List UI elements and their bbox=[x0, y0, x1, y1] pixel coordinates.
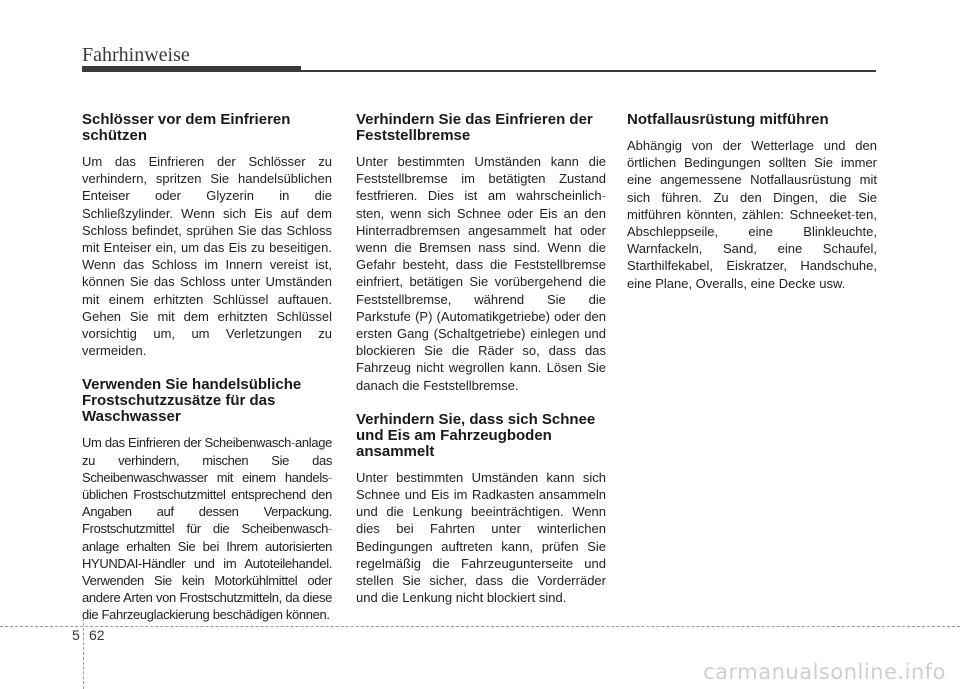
soft-hyphen-mark: - bbox=[601, 188, 606, 204]
page-header-title: Fahrhinweise bbox=[82, 44, 190, 66]
header-rule-thick bbox=[82, 66, 301, 72]
section-body-emergency-kit: Abhängig von der Wetterlage und den örtlichen Bedingungen sollten Sie immer eine angemessene Notfallausrüstung mit sich führen. Zu den Dingen, die Sie mitführen könnten, zählen: Schneeket-ten, Abschleppseile, eine Blinkleuchte, Warnfackeln, Sand, eine Schaufel, Starthilfekabel, Eiskratzer, Handschuhe, eine Plane, Overalls, eine Decke usw. bbox=[627, 138, 877, 291]
section-heading-washer-fluid: Verwenden Sie handelsübliche Frostschutzzusätze für das Waschwasser bbox=[82, 376, 302, 426]
section-heading-emergency-kit: Notfallausrüstung mitführen bbox=[627, 111, 829, 128]
soft-hyphen-mark: - bbox=[850, 206, 856, 222]
section-body-parking-brake: Unter bestimmten Umständen kann die Feststellbremse im betätigten Zustand festfrieren. Dies ist am wahrscheinlich-sten, wenn sich Schnee oder Eis an den Hinterradbremsen angesammelt hat oder wenn die Bremsen nass sind. Wenn die Gefahr besteht, dass die Feststellbremse einfriert, betätigen Sie vorübergehend die Feststellbremse, während Sie die Parkstufe (P) (Automatikgetriebe) oder den ersten Gang (Schaltgetriebe) einlegen und blockieren Sie die Räder so, dass das Fahrzeug nicht wegrollen kann. Lösen Sie danach die Feststellbremse. bbox=[356, 154, 606, 393]
page-chapter-number: 5 bbox=[72, 627, 80, 643]
section-heading-locks: Schlösser vor dem Einfrieren schützen bbox=[82, 111, 291, 144]
watermark-text: carmanualsonline.info bbox=[703, 660, 946, 684]
column-middle bbox=[356, 112, 606, 624]
column-left bbox=[82, 112, 332, 642]
section-body-snow-ice: Unter bestimmten Umständen kann sich Schnee und Eis im Radkasten ansammeln und die Lenkung beeinträchtigen. Wenn dies bei Fahrten unter winterlichen Bedingungen auftreten kann, prüfen Sie regelmäßig die Fahrzeugunterseite und stellen Sie sicher, dass die Vorderräder und die Lenkung nicht blockiert sind. bbox=[356, 469, 606, 606]
section-heading-parking-brake: Verhindern Sie das Einfrieren der Feststellbremse bbox=[356, 111, 593, 144]
footer-dashed-rule bbox=[0, 626, 960, 627]
section-heading-snow-ice: Verhindern Sie, dass sich Schnee und Eis am Fahrzeugboden ansammelt bbox=[356, 410, 596, 460]
soft-hyphen-mark: - bbox=[328, 469, 332, 485]
column-right bbox=[627, 112, 877, 310]
header-rule-thin bbox=[301, 70, 876, 72]
section-body-locks: Um das Einfrieren der Schlösser zu verhindern, spritzen Sie handelsüblichen Enteiser oder Glyzerin in die Schließzylinder. Wenn sich Eis auf dem Schloss befindet, sprühen Sie das Schloss mit Enteiser ein, um das Eis zu beseitigen. Wenn das Schloss im Innern vereist ist, können Sie das Schloss unter Umständen mit einem erhitzten Schlüssel auftauen. Gehen Sie mit dem erhitzten Schlüssel vorsichtig um, um Verletzungen zu vermeiden. bbox=[82, 154, 332, 359]
soft-hyphen-mark: - bbox=[328, 521, 332, 537]
soft-hyphen-mark: - bbox=[291, 435, 296, 451]
footer-dashed-divider bbox=[83, 618, 84, 689]
page-number: 62 bbox=[89, 627, 105, 643]
section-body-washer-fluid: Um das Einfrieren der Scheibenwasch-anlage zu verhindern, mischen Sie das Scheibenwaschwasser mit einem handels-üblichen Frostschutzmittel entsprechend den Angaben auf dessen Verpackung. Frostschutzmittel für die Scheibenwasch-anlage erhalten Sie bei Ihrem autorisierten HYUNDAI-Händler und im Autoteilehandel. Verwenden Sie kein Motorkühlmittel oder andere Arten von Frostschutzmitteln, da diese die Fahrzeuglackierung beschädigen können. bbox=[82, 435, 332, 623]
